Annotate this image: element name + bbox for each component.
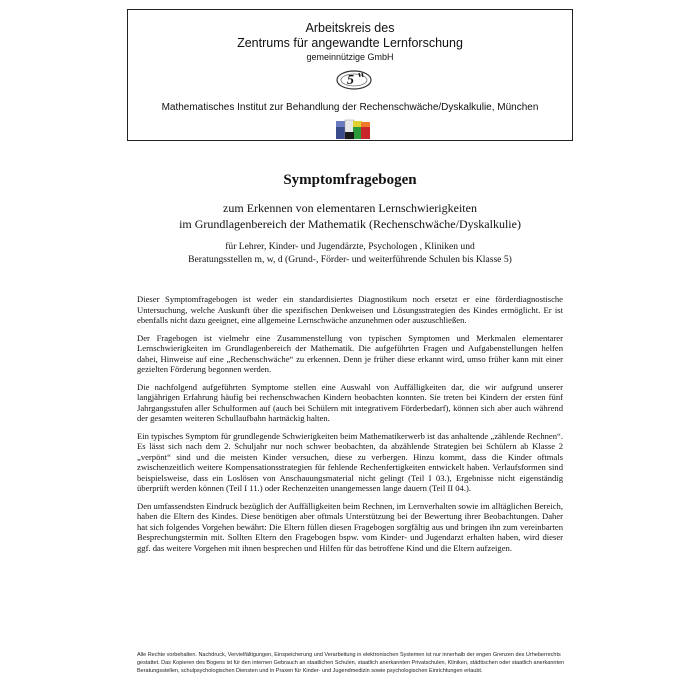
header-institute-line: Mathematisches Institut zur Behandlung der Rechenschwäche/Dyskalkulie, München	[161, 102, 539, 113]
document-title: Symptomfragebogen	[283, 172, 417, 188]
subtitle-line-1: zum Erkennen von elementaren Lernschwierigkeiten	[223, 201, 477, 215]
body-paragraph: Den umfassendsten Eindruck bezüglich der Auffälligkeiten beim Rechnen, im Lernverhalten sowie im alltäglichen Bereich, haben die Eltern des Kindes. Diese benötigen aber oftmals Unterstützung bei der Bewertung ihrer Beobachtungen. Daher hat sich folgendes Vorgehen bewährt: Die Eltern füllen diesen Fragebogen sorgfältig aus und bringen ihn zum vereinbarten Besprechungstermin mit. Sollten Eltern den Fragebogen bspw. vom Kinder- und Jugendarzt erhalten haben, wird dieser ggf. das weitere Vorgehen mit ihnen besprechen und Hilfen für das betroffene Kind und die Eltern aufzeigen.	[137, 500, 563, 553]
five-logo-icon	[333, 66, 375, 92]
audience-line-1: für Lehrer, Kinder- und Jugendärzte, Psychologen , Kliniken und	[225, 241, 475, 252]
body-paragraph: Dieser Symptomfragebogen ist weder ein standardisiertes Diagnostikum noch ersetzt er eine förderdiagnostische Untersuchung, welche Auskunft über die spezifischen Denkweisen und Lösungsstrategien des Kindes ermöglicht. Er ist ebenfalls nicht dazu geeignet, eine allgemeine Lernschwäche anzunehmen oder auszuschließen.	[137, 294, 563, 325]
logo-text: 5	[347, 73, 354, 88]
body-paragraph: Ein typisches Symptom für grundlegende Schwierigkeiten beim Mathematikerwerb ist das anhaltende „zählende Rechnen“. Es lässt sich nach dem 2. Schuljahr nur noch schwer beobachten, da abzählende Strategien bei Schülern ab Klasse 2 „verpönt“ sind und die meisten Kinder versuchen, diese zu verbergen. Hinzu kommt, dass die Kinder oftmals zwischenzeitlich weitere Kompensationsstrategien für fehlende Rechenfertigkeiten entwickelt haben. Verlaufsformen sind beispielsweise, dass ein Loslösen von Anschauungsmaterial nicht gelingt (Teil I 03.), Ergebnisse nicht eigenständig überprüft werden können (Teil I 11.) oder Rechenzeiten unangemessen lange dauern (Teil II 04.).	[137, 430, 563, 493]
header-line-3: gemeinnützige GmbH	[306, 52, 394, 62]
body-paragraph: Der Fragebogen ist vielmehr eine Zusammenstellung von typischen Symptomen und Merkmalen elementarer Lernschwierigkeiten im Grundlagenbereich der Mathematik. Die aufgeführten Fragen und Aufgabenstellungen helfen dabei, Hinweise auf eine „Rechenschwäche“ zu erkennen. Denn je früher diese erkannt wird, umso früher kann mit einer gezielten Förderung begonnen werden.	[137, 332, 563, 374]
body-paragraph: Die nachfolgend aufgeführten Symptome stellen eine Auswahl von Auffälligkeiten dar, die wir aufgrund unserer langjährigen Erfahrung häufig bei rechenschwachen Kindern beobachten konnten. Sie treten bei Kindern der ersten fünf Jahrgangsstufen aller Schulformen auf (auch bei Schülern mit integrativem Förderbedarf), können sich aber auch während der gesamten weiteren Schullaufbahn hartnäckig halten.	[137, 381, 563, 423]
subtitle-line-2: im Grundlagenbereich der Mathematik (Rechenschwäche/Dyskalkulie)	[179, 217, 521, 231]
document-subtitle	[0, 200, 700, 232]
audience-line-2: Beratungsstellen m, w, d (Grund-, Förder- und weiterführende Schulen bis Klasse 5)	[188, 254, 512, 265]
colored-cubes-logo-icon	[335, 118, 371, 140]
institution-header	[127, 9, 573, 141]
copyright-footer: Alle Rechte vorbehalten. Nachdruck, Vervielfältigungen, Einspeicherung und Verarbeitung in elektronischen Systemen ist nur innerhalb der engen Grenzen des Urheberrechts gestattet. Das Kopieren des Bogens ist für den internen Gebrauch an staatlichen Schulen, staatlich anerkannten Privatschulen, Kliniken, städtischen oder staatlich anerkannten Beratungsstellen, schulpsychologischen Diensten und in Praxen für Kinder- und Jugendmedizin sowie psychologischen Einrichtungen erlaubt.	[137, 652, 565, 674]
header-line-2: Zentrums für angewandte Lernforschung	[237, 36, 463, 50]
document-body	[137, 294, 563, 560]
target-audience	[0, 240, 700, 266]
header-line-1: Arbeitskreis des	[305, 21, 395, 35]
